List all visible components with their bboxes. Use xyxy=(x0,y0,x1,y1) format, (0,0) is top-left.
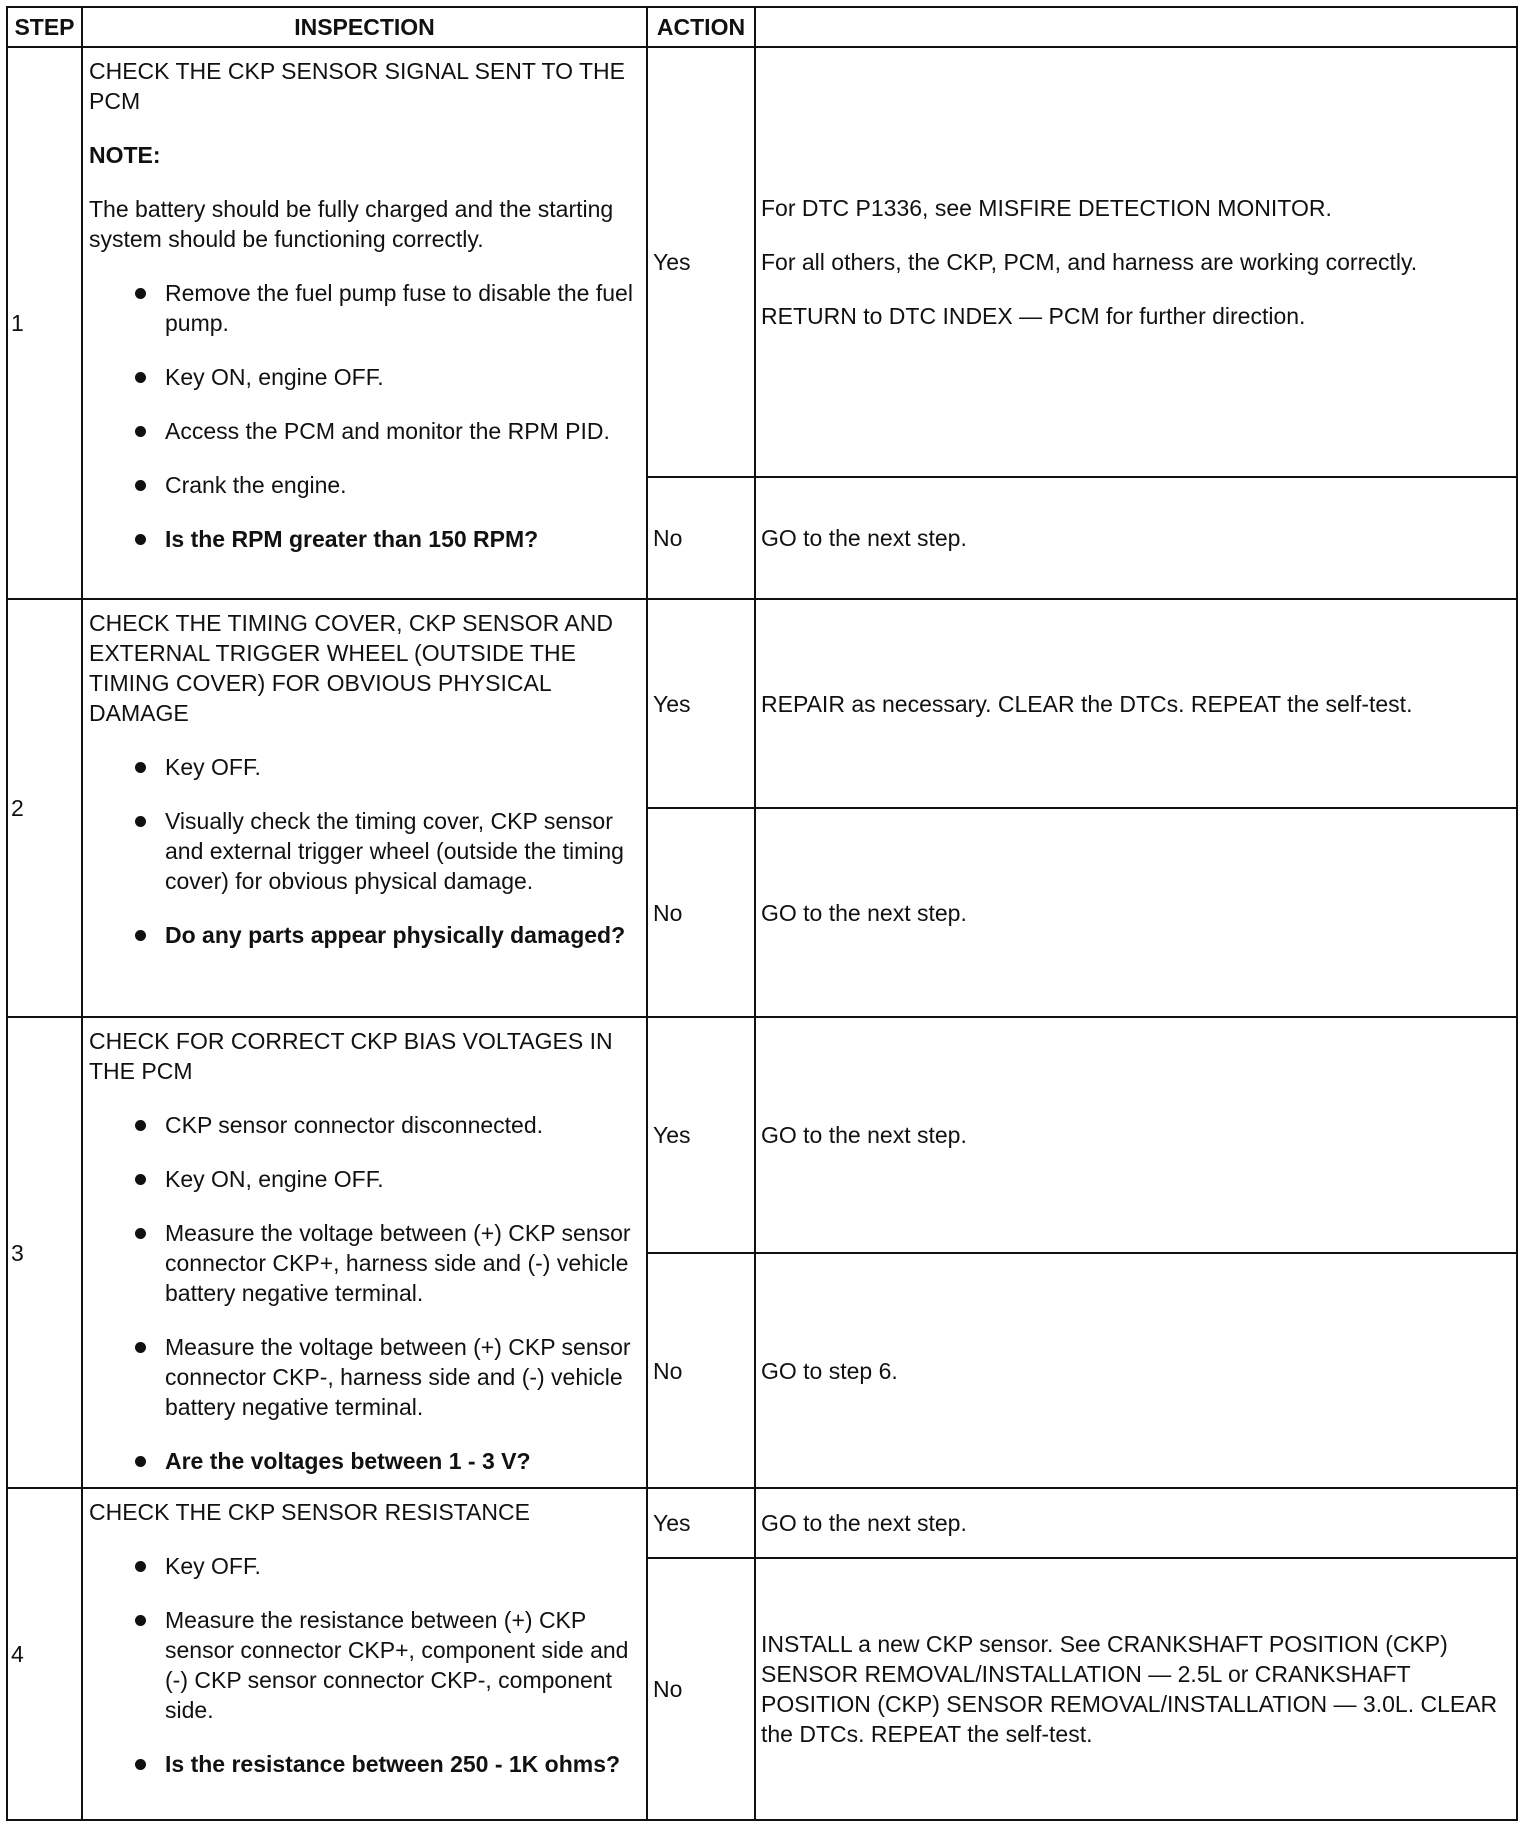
bullet-item: Remove the fuel pump fuse to disable the fuel pump. xyxy=(89,278,640,338)
inspection-title: CHECK THE CKP SENSOR SIGNAL SENT TO THE PCM xyxy=(89,58,625,114)
yes-action: GO to the next step. xyxy=(755,1017,1517,1253)
inspection-bullets xyxy=(89,278,640,554)
inspection-header: INSPECTION xyxy=(82,7,647,47)
action-paragraph: For all others, the CKP, PCM, and harness are working correctly. xyxy=(761,249,1418,275)
bullet-item: Measure the voltage between (+) CKP sensor connector CKP+, harness side and (-) vehicle battery negative terminal. xyxy=(89,1218,640,1308)
no-action: GO to step 6. xyxy=(755,1253,1517,1488)
yes-action: REPAIR as necessary. CLEAR the DTCs. REPEAT the self-test. xyxy=(755,599,1517,808)
step-4-yes-row xyxy=(7,1488,1517,1558)
no-label: No xyxy=(647,1558,755,1820)
bullet-item: Measure the resistance between (+) CKP sensor connector CKP+, component side and (-) CKP sensor connector CKP-, component side. xyxy=(89,1605,640,1725)
bullet-item: CKP sensor connector disconnected. xyxy=(89,1110,640,1140)
step-1-yes-row xyxy=(7,47,1517,477)
step-3-yes-row xyxy=(7,1017,1517,1253)
step-4-inspection xyxy=(82,1488,647,1820)
inspection-bullets xyxy=(89,1551,640,1779)
step-1-inspection xyxy=(82,47,647,599)
inspection-bullets xyxy=(89,1110,640,1476)
no-label: No xyxy=(647,477,755,599)
bullet-item: Measure the voltage between (+) CKP sensor connector CKP-, harness side and (-) vehicle battery negative terminal. xyxy=(89,1332,640,1422)
step-number: 3 xyxy=(7,1017,82,1488)
no-action: INSTALL a new CKP sensor. See CRANKSHAFT POSITION (CKP) SENSOR REMOVAL/INSTALLATION — 2.5L or CRANKSHAFT POSITION (CKP) SENSOR REMOVAL/INSTALLATION — 3.0L. CLEAR the DTCs. REPEAT the self-test. xyxy=(755,1558,1517,1820)
inspection-bullets xyxy=(89,752,640,950)
step-header: STEP xyxy=(7,7,82,47)
bullet-item: Crank the engine. xyxy=(89,470,640,500)
bullet-item: Key OFF. xyxy=(89,1551,640,1581)
action-header: ACTION xyxy=(647,7,755,47)
yes-label: Yes xyxy=(647,47,755,477)
note-label: NOTE: xyxy=(89,142,161,168)
bullet-item: Key ON, engine OFF. xyxy=(89,362,640,392)
no-action: GO to the next step. xyxy=(755,808,1517,1017)
yes-action: GO to the next step. xyxy=(755,1488,1517,1558)
step-number: 1 xyxy=(7,47,82,599)
inspection-question: Do any parts appear physically damaged? xyxy=(89,920,640,950)
note-text: The battery should be fully charged and the starting system should be functioning correctly. xyxy=(89,196,614,252)
bullet-item: Visually check the timing cover, CKP sensor and external trigger wheel (outside the timing cover) for obvious physical damage. xyxy=(89,806,640,896)
diagnostic-procedure-table xyxy=(6,6,1518,1821)
step-number: 2 xyxy=(7,599,82,1017)
action-paragraph: RETURN to DTC INDEX — PCM for further direction. xyxy=(761,303,1306,329)
inspection-question: Is the RPM greater than 150 RPM? xyxy=(89,524,640,554)
bullet-item: Key ON, engine OFF. xyxy=(89,1164,640,1194)
result-header xyxy=(755,7,1517,47)
no-label: No xyxy=(647,808,755,1017)
yes-label: Yes xyxy=(647,599,755,808)
no-action: GO to the next step. xyxy=(755,477,1517,599)
action-paragraph: For DTC P1336, see MISFIRE DETECTION MONITOR. xyxy=(761,195,1332,221)
step-2-yes-row xyxy=(7,599,1517,808)
inspection-question: Are the voltages between 1 - 3 V? xyxy=(89,1446,640,1476)
bullet-item: Key OFF. xyxy=(89,752,640,782)
step-3-inspection xyxy=(82,1017,647,1488)
inspection-title: CHECK THE CKP SENSOR RESISTANCE xyxy=(89,1499,530,1525)
header-row xyxy=(7,7,1517,47)
yes-action xyxy=(755,47,1517,477)
yes-label: Yes xyxy=(647,1488,755,1558)
yes-label: Yes xyxy=(647,1017,755,1253)
step-number: 4 xyxy=(7,1488,82,1820)
no-label: No xyxy=(647,1253,755,1488)
inspection-title: CHECK FOR CORRECT CKP BIAS VOLTAGES IN THE PCM xyxy=(89,1028,613,1084)
inspection-title: CHECK THE TIMING COVER, CKP SENSOR AND EXTERNAL TRIGGER WHEEL (OUTSIDE THE TIMING COVER) FOR OBVIOUS PHYSICAL DAMAGE xyxy=(89,610,613,726)
step-2-inspection xyxy=(82,599,647,1017)
inspection-question: Is the resistance between 250 - 1K ohms? xyxy=(89,1749,640,1779)
bullet-item: Access the PCM and monitor the RPM PID. xyxy=(89,416,640,446)
